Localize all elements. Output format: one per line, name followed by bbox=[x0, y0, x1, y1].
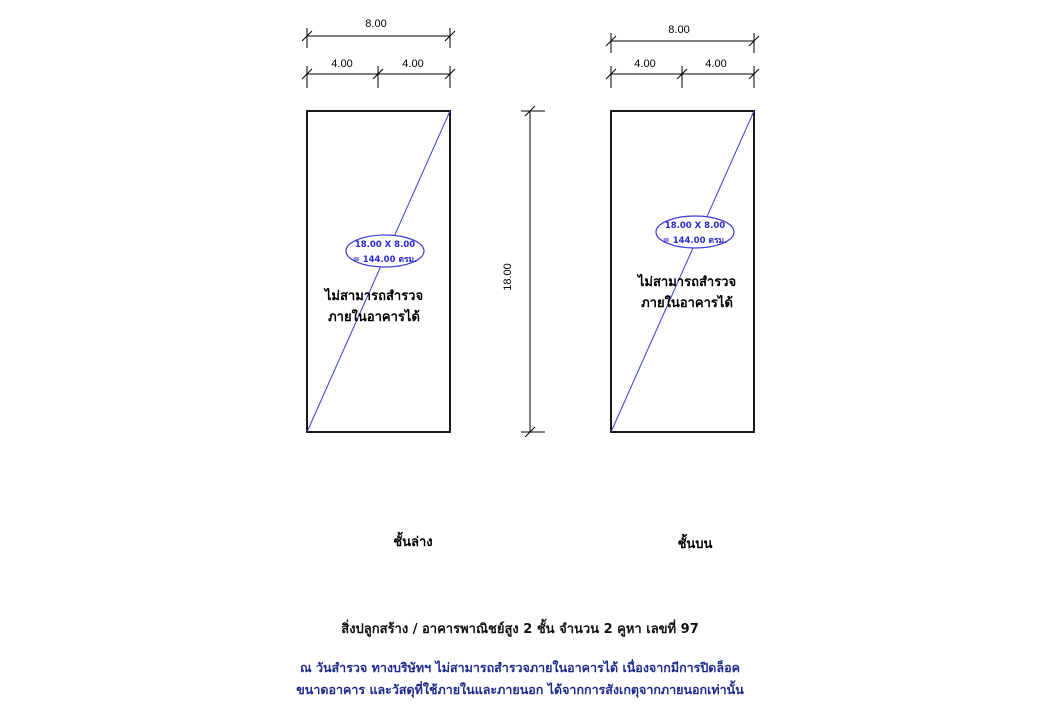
left-area-line2: = 144.00 ตรม. bbox=[352, 255, 418, 265]
right-half-width-label-2: 4.00 bbox=[705, 58, 727, 70]
left-dimension-halves bbox=[302, 58, 455, 88]
right-overall-width-label: 8.00 bbox=[668, 24, 690, 36]
left-half-width-label-2: 4.00 bbox=[402, 58, 424, 70]
floor-label-ground: ชั้นล่าง bbox=[393, 535, 433, 550]
right-half-width-label-1: 4.00 bbox=[634, 58, 656, 70]
right-area-line2: = 144.00 ตรม. bbox=[662, 236, 728, 246]
depth-label: 18.00 bbox=[502, 263, 514, 291]
survey-note-line2: ขนาดอาคาร และวัสดุที่ใช้ภายในและภายนอก ได้จากการสังเกตุจากภายนอกเท่านั้น bbox=[296, 682, 744, 697]
building-description: สิ่งปลูกสร้าง / อาคารพาณิชย์สูง 2 ชั้น จำนวน 2 คูหา เลขที่ 97 bbox=[341, 622, 699, 637]
left-note-line1: ไม่สามารถสำรวจ bbox=[324, 289, 424, 304]
left-overall-width-label: 8.00 bbox=[365, 18, 387, 30]
left-area-line1: 18.00 X 8.00 bbox=[354, 240, 416, 250]
left-building-outline bbox=[307, 111, 450, 432]
left-note-line2: ภายในอาคารได้ bbox=[328, 310, 420, 325]
right-building-outline bbox=[611, 111, 754, 432]
right-dimension-overall bbox=[606, 24, 759, 53]
left-half-width-label-1: 4.00 bbox=[331, 58, 353, 70]
right-note-line2: ภายในอาคารได้ bbox=[641, 296, 733, 311]
depth-dimension bbox=[502, 106, 545, 437]
left-diagonal-line bbox=[307, 111, 450, 432]
survey-note-line1: ณ วันสำรวจ ทางบริษัทฯ ไม่สามารถสำรวจภายในอาคารได้ เนื่องจากมีการปิดล็อค bbox=[300, 660, 740, 675]
right-area-line1: 18.00 X 8.00 bbox=[664, 221, 726, 231]
right-note-line1: ไม่สามารถสำรวจ bbox=[637, 275, 737, 290]
right-diagonal-line bbox=[611, 111, 754, 432]
floor-label-upper: ชั้นบน bbox=[677, 537, 713, 552]
left-dimension-overall bbox=[302, 18, 455, 48]
right-dimension-halves bbox=[606, 58, 759, 88]
